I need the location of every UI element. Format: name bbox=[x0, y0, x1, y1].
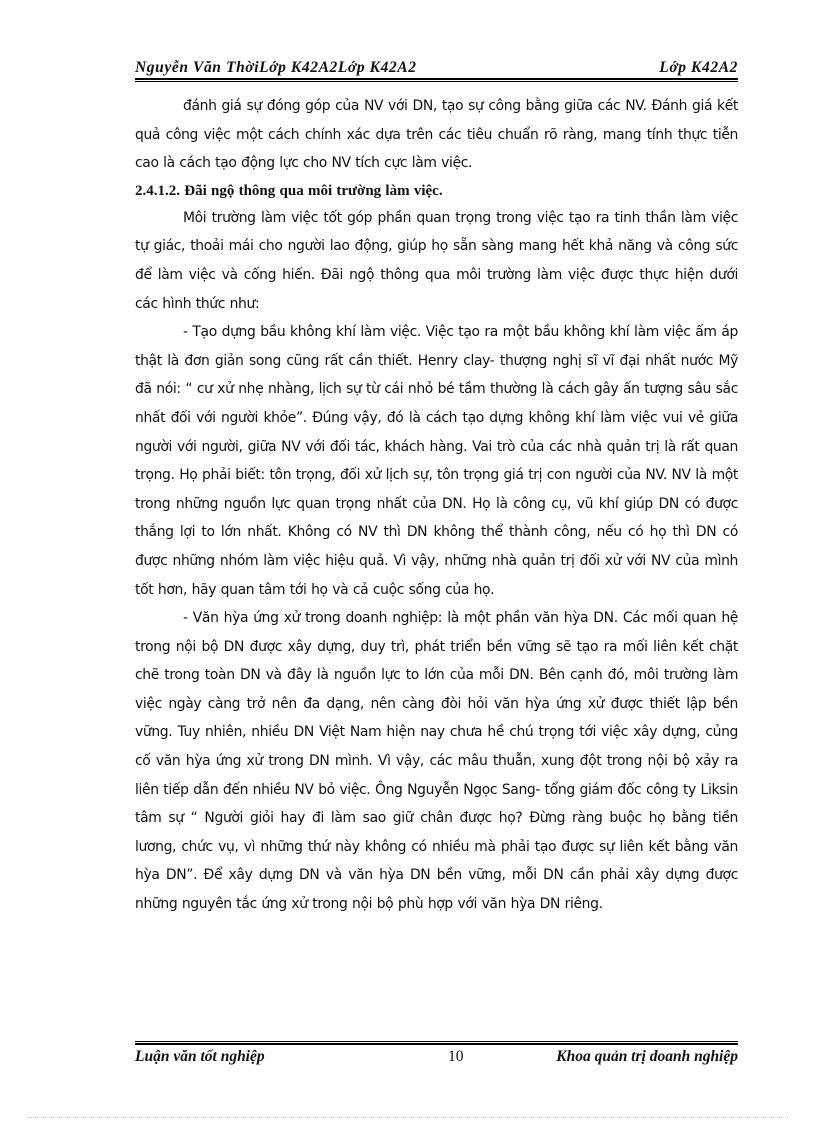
section-heading: 2.4.1.2. Đãi ngộ thông qua môi trường làm việc. bbox=[135, 182, 443, 199]
page-number: 10 bbox=[448, 1048, 464, 1065]
page-edge-divider bbox=[28, 1117, 788, 1118]
footer-thesis-label: Luận văn tốt nghiệp bbox=[135, 1048, 265, 1065]
paragraph-work-atmosphere: - Tạo dựng bầu không khí làm việc. Việc tạo ra một bầu không khí làm việc ấm áp thật là đơn giản song cũng rất cần thiết. Henry clay- thượng nghị sĩ vĩ đại nhất nước Mỹ đã nói: “ cư xử nhẹ nhàng, lịch sự từ cái nhỏ bé tầm thường là cách gây ấn tượng sâu sắc nhất đối với người khỏe”. Đúng vậy, đó là cách tạo dựng không khí làm việc vui vẻ giữa người với người, giữa NV với đối tác, khách hàng. Vai trò của các nhà quản trị là rất quan trọng. Họ phải biết: tôn trọng, đối xử lịch sự, tôn trọng giá trị con người của NV. NV là một trong những nguồn lực quan trọng nhất của DN. Họ là công cụ, vũ khí giúp DN có được thắng lợi to lớn nhất. Không có NV thì DN không thể thành công, nếu có họ thì DN có được những nhóm làm việc hiệu quả. Vì vậy, những nhà quản trị đối xử với NV của mình tốt hơn, hãy quan tâm tới họ và cả cuộc sống của họ. bbox=[135, 324, 738, 598]
paragraph-work-environment: Môi trường làm việc tốt góp phần quan trọng trong việc tạo ra tinh thần làm việc tự giác, thoải mái cho người lao động, giúp họ sẵn sàng mang hết khả năng và công sức để làm việc và cống hiến. Đãi ngộ thông qua môi trường làm việc được thực hiện dưới các hình thức như: bbox=[135, 209, 738, 312]
footer-faculty-label: Khoa quản trị doanh nghiệp bbox=[556, 1048, 738, 1065]
footer-rule bbox=[135, 1041, 738, 1045]
header-author-class: Nguyễn Văn ThờiLớp K42A2Lớp K42A2 bbox=[135, 59, 417, 76]
header-class: Lớp K42A2 bbox=[659, 59, 738, 76]
paragraph-evaluation: đánh giá sự đóng góp của NV với DN, tạo sự công bằng giữa các NV. Đánh giá kết quả công việc một cách chính xác dựa trên các tiêu chuẩn rõ ràng, mang tính thực tiễn cao là cách tạo động lực cho NV tích cực làm việc. bbox=[135, 98, 738, 172]
page-footer bbox=[135, 1048, 738, 1072]
paragraph-behavior-culture: - Văn hỳa ứng xử trong doanh nghiệp: là một phần văn hỳa DN. Các mối quan hệ trong nội bộ DN được xây dựng, duy trì, phát triển bền vững sẽ tạo ra mối liên kết chặt chẽ trong toàn DN và đây là nguồn lực to lớn của mỗi DN. Bên cạnh đó, môi trường làm việc ngày càng trở nên đa dạng, nên càng đòi hỏi văn hỳa ứng xử được thiết lập bền vững. Tuy nhiên, nhiều DN Việt Nam hiện nay chưa hề chú trọng tới việc xây dựng, củng cố văn hỳa ứng xử trong DN mình. Vì vậy, các mâu thuẫn, xung đột trong nội bộ xảy ra liên tiếp dẫn đến nhiều NV bỏ việc. Ông Nguyễn Ngọc Sang- tổng giám đốc công ty Liksin tâm sự “ Người giỏi hay đi làm sao giữ chân được họ? Đừng ràng buộc họ bằng tiền lương, chức vụ, vì những thứ này không có nhiều mà phải tạo được sự liên kết bằng văn hỳa DN”. Để xây dựng DN và văn hỳa DN bền vững, mỗi DN cần phải xây dựng được những nguyên tắc ứng xử trong nội bộ phù hợp với văn hỳa DN riêng. bbox=[135, 610, 738, 913]
page-header bbox=[135, 53, 738, 77]
page-body bbox=[135, 92, 738, 919]
header-rule bbox=[135, 78, 738, 82]
